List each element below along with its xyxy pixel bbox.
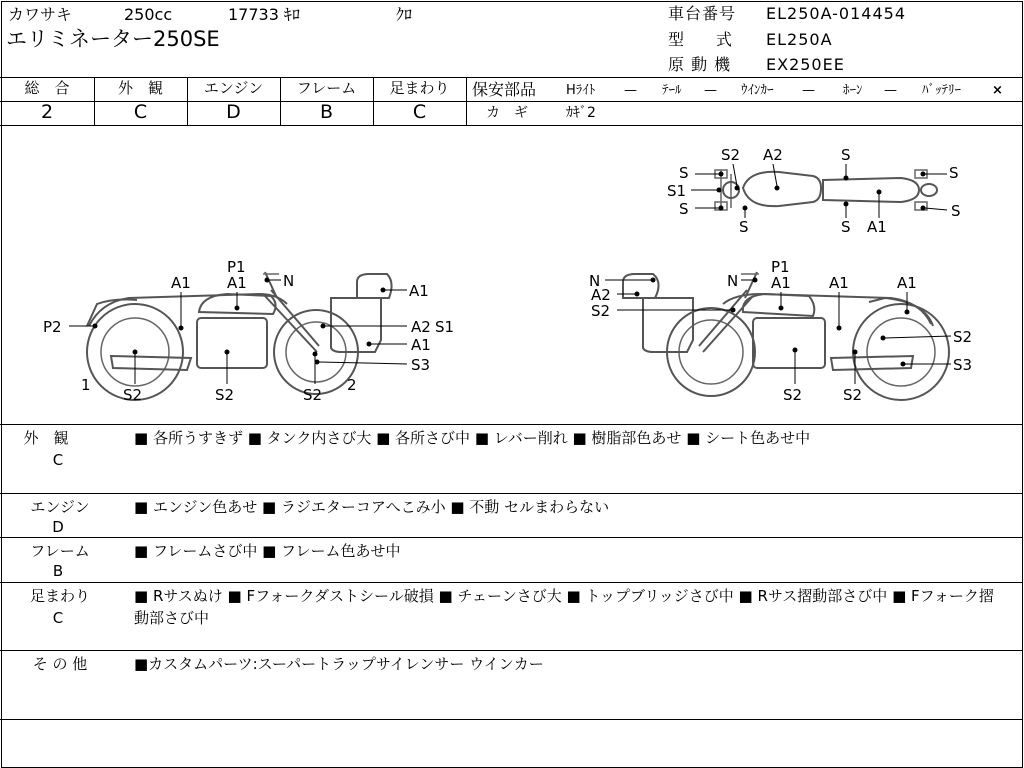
mark-label: A1 <box>227 274 247 292</box>
section-grade-exterior: C <box>52 451 64 469</box>
mark-label: 2 <box>347 376 357 394</box>
section-label-other: そ の 他 <box>32 655 88 673</box>
mark-label: S3 <box>411 356 431 374</box>
divider <box>0 582 1022 583</box>
safety-item-battery: ﾊﾞｯﾃﾘｰ <box>922 83 961 98</box>
mark-label: A2 <box>411 318 431 336</box>
mark-label: A1 <box>411 336 431 354</box>
mark-label: 1 <box>81 376 91 394</box>
mark-label: S2 <box>783 386 803 404</box>
safety-item-headlight: Hﾗｲﾄ <box>566 83 596 98</box>
mark-label: A1 <box>867 218 887 236</box>
mark-label: S2 <box>303 386 323 404</box>
safety-item-battery-value: × <box>992 83 1003 98</box>
divider <box>0 719 1022 720</box>
grade-label-overall: 総 合 <box>24 79 70 97</box>
safety-item-horn: ﾎｰﾝ <box>843 83 863 98</box>
mark-label: S <box>679 164 689 182</box>
mark-label: P1 <box>771 258 790 276</box>
motorcycle-diagram <box>1 126 1023 424</box>
safety-item-tail: ﾃｰﾙ <box>662 83 682 98</box>
mark-label: S <box>841 218 851 236</box>
grade-value-frame: B <box>319 101 334 123</box>
mark-label: S2 <box>591 302 611 320</box>
mark-label: A1 <box>171 274 191 292</box>
right-side-view-marks <box>589 258 972 404</box>
top-view-icon <box>715 170 937 210</box>
mark-label: S <box>949 164 959 182</box>
mark-label: S1 <box>435 318 455 336</box>
type-label: 型 式 <box>668 30 733 49</box>
model-name: エリミネーター250SE <box>6 27 220 51</box>
section-text-frame: ■ フレームさび中 ■ フレーム色あせ中 <box>134 542 401 560</box>
safety-item-tail-value: — <box>704 83 717 98</box>
safety-item-winker: ｳｲﾝｶｰ <box>741 83 774 98</box>
mark-label: S3 <box>953 356 973 374</box>
grade-value-overall: 2 <box>40 101 54 123</box>
mark-label: A2 <box>591 286 611 304</box>
section-label-frame: フレーム <box>30 542 90 560</box>
safety-item-winker-value: — <box>802 83 815 98</box>
grade-label-frame: フレーム <box>296 79 357 97</box>
mark-label: S2 <box>721 146 741 164</box>
engine-value: EX250EE <box>766 55 845 74</box>
mark-label: S2 <box>215 386 235 404</box>
mark-label: A1 <box>897 274 917 292</box>
displacement: 250cc <box>124 5 173 24</box>
divider <box>466 101 1022 102</box>
safety-parts-label: 保安部品 <box>472 80 537 99</box>
mark-label: S <box>739 218 749 236</box>
key-value: ｶｷﾞ2 <box>566 105 596 121</box>
mileage: 17733 ｷﾛ <box>228 5 300 24</box>
mark-label: N <box>589 272 601 290</box>
section-text-suspension: ■ Rサスぬけ ■ Fフォークダストシール破損 ■ チェーンさび大 ■ トップブリッジさび中 ■ Rサス摺動部さび中 ■ Fフォーク摺動部さび中 <box>134 587 994 627</box>
divider <box>0 77 1022 78</box>
mark-label: S2 <box>843 386 863 404</box>
grade-value-engine: D <box>226 101 241 123</box>
color: ｸﾛ <box>396 5 413 24</box>
engine-label: 原 動 機 <box>668 55 732 74</box>
section-label-engine: エンジン <box>30 498 90 516</box>
divider <box>0 537 1022 538</box>
grade-label-exterior: 外 観 <box>117 79 163 97</box>
top-view-marks <box>667 146 961 236</box>
maker: カワサキ <box>8 5 73 24</box>
mark-label: S <box>951 202 961 220</box>
grade-value-exterior: C <box>133 101 148 123</box>
mark-label: P2 <box>43 318 62 336</box>
safety-item-horn-value: — <box>884 83 897 98</box>
key-label: カ ギ <box>486 105 528 121</box>
mark-label: S <box>679 200 689 218</box>
frame-no-label: 車台番号 <box>668 4 737 23</box>
divider <box>0 424 1022 425</box>
section-text-other: ■カスタムパーツ:スーパートラップサイレンサー ウインカー <box>134 655 544 673</box>
section-label-suspension: 足まわり <box>29 587 90 605</box>
section-grade-frame: B <box>52 562 64 580</box>
type-value: EL250A <box>766 30 833 49</box>
grade-value-suspension: C <box>412 101 427 123</box>
divider <box>0 650 1022 651</box>
mark-label: N <box>727 272 739 290</box>
section-label-exterior: 外 観 <box>23 429 69 447</box>
frame-no: EL250A-014454 <box>766 4 907 23</box>
section-grade-engine: D <box>52 518 64 536</box>
grade-label-suspension: 足まわり <box>389 79 450 97</box>
mark-label: S1 <box>667 182 687 200</box>
mark-label: S2 <box>123 386 143 404</box>
mark-label: S <box>841 146 851 164</box>
safety-item-headlight-value: — <box>624 83 637 98</box>
section-text-exterior: ■ 各所うすきず ■ タンク内さび大 ■ 各所さび中 ■ レバー削れ ■ 樹脂部色あせ ■ シート色あせ中 <box>134 429 811 447</box>
left-side-view-marks <box>43 258 454 404</box>
section-text-engine: ■ エンジン色あせ ■ ラジエターコアへこみ小 ■ 不動 セルまわらない <box>134 498 610 516</box>
divider <box>0 493 1022 494</box>
grade-label-engine: エンジン <box>203 79 264 97</box>
mark-label: A2 <box>763 146 783 164</box>
mark-label: S2 <box>953 328 973 346</box>
mark-label: A1 <box>771 274 791 292</box>
mark-label: P1 <box>227 258 246 276</box>
mark-label: A1 <box>409 282 429 300</box>
mark-label: A1 <box>829 274 849 292</box>
divider <box>466 78 467 126</box>
mark-label: N <box>283 272 295 290</box>
section-grade-suspension: C <box>52 609 64 627</box>
